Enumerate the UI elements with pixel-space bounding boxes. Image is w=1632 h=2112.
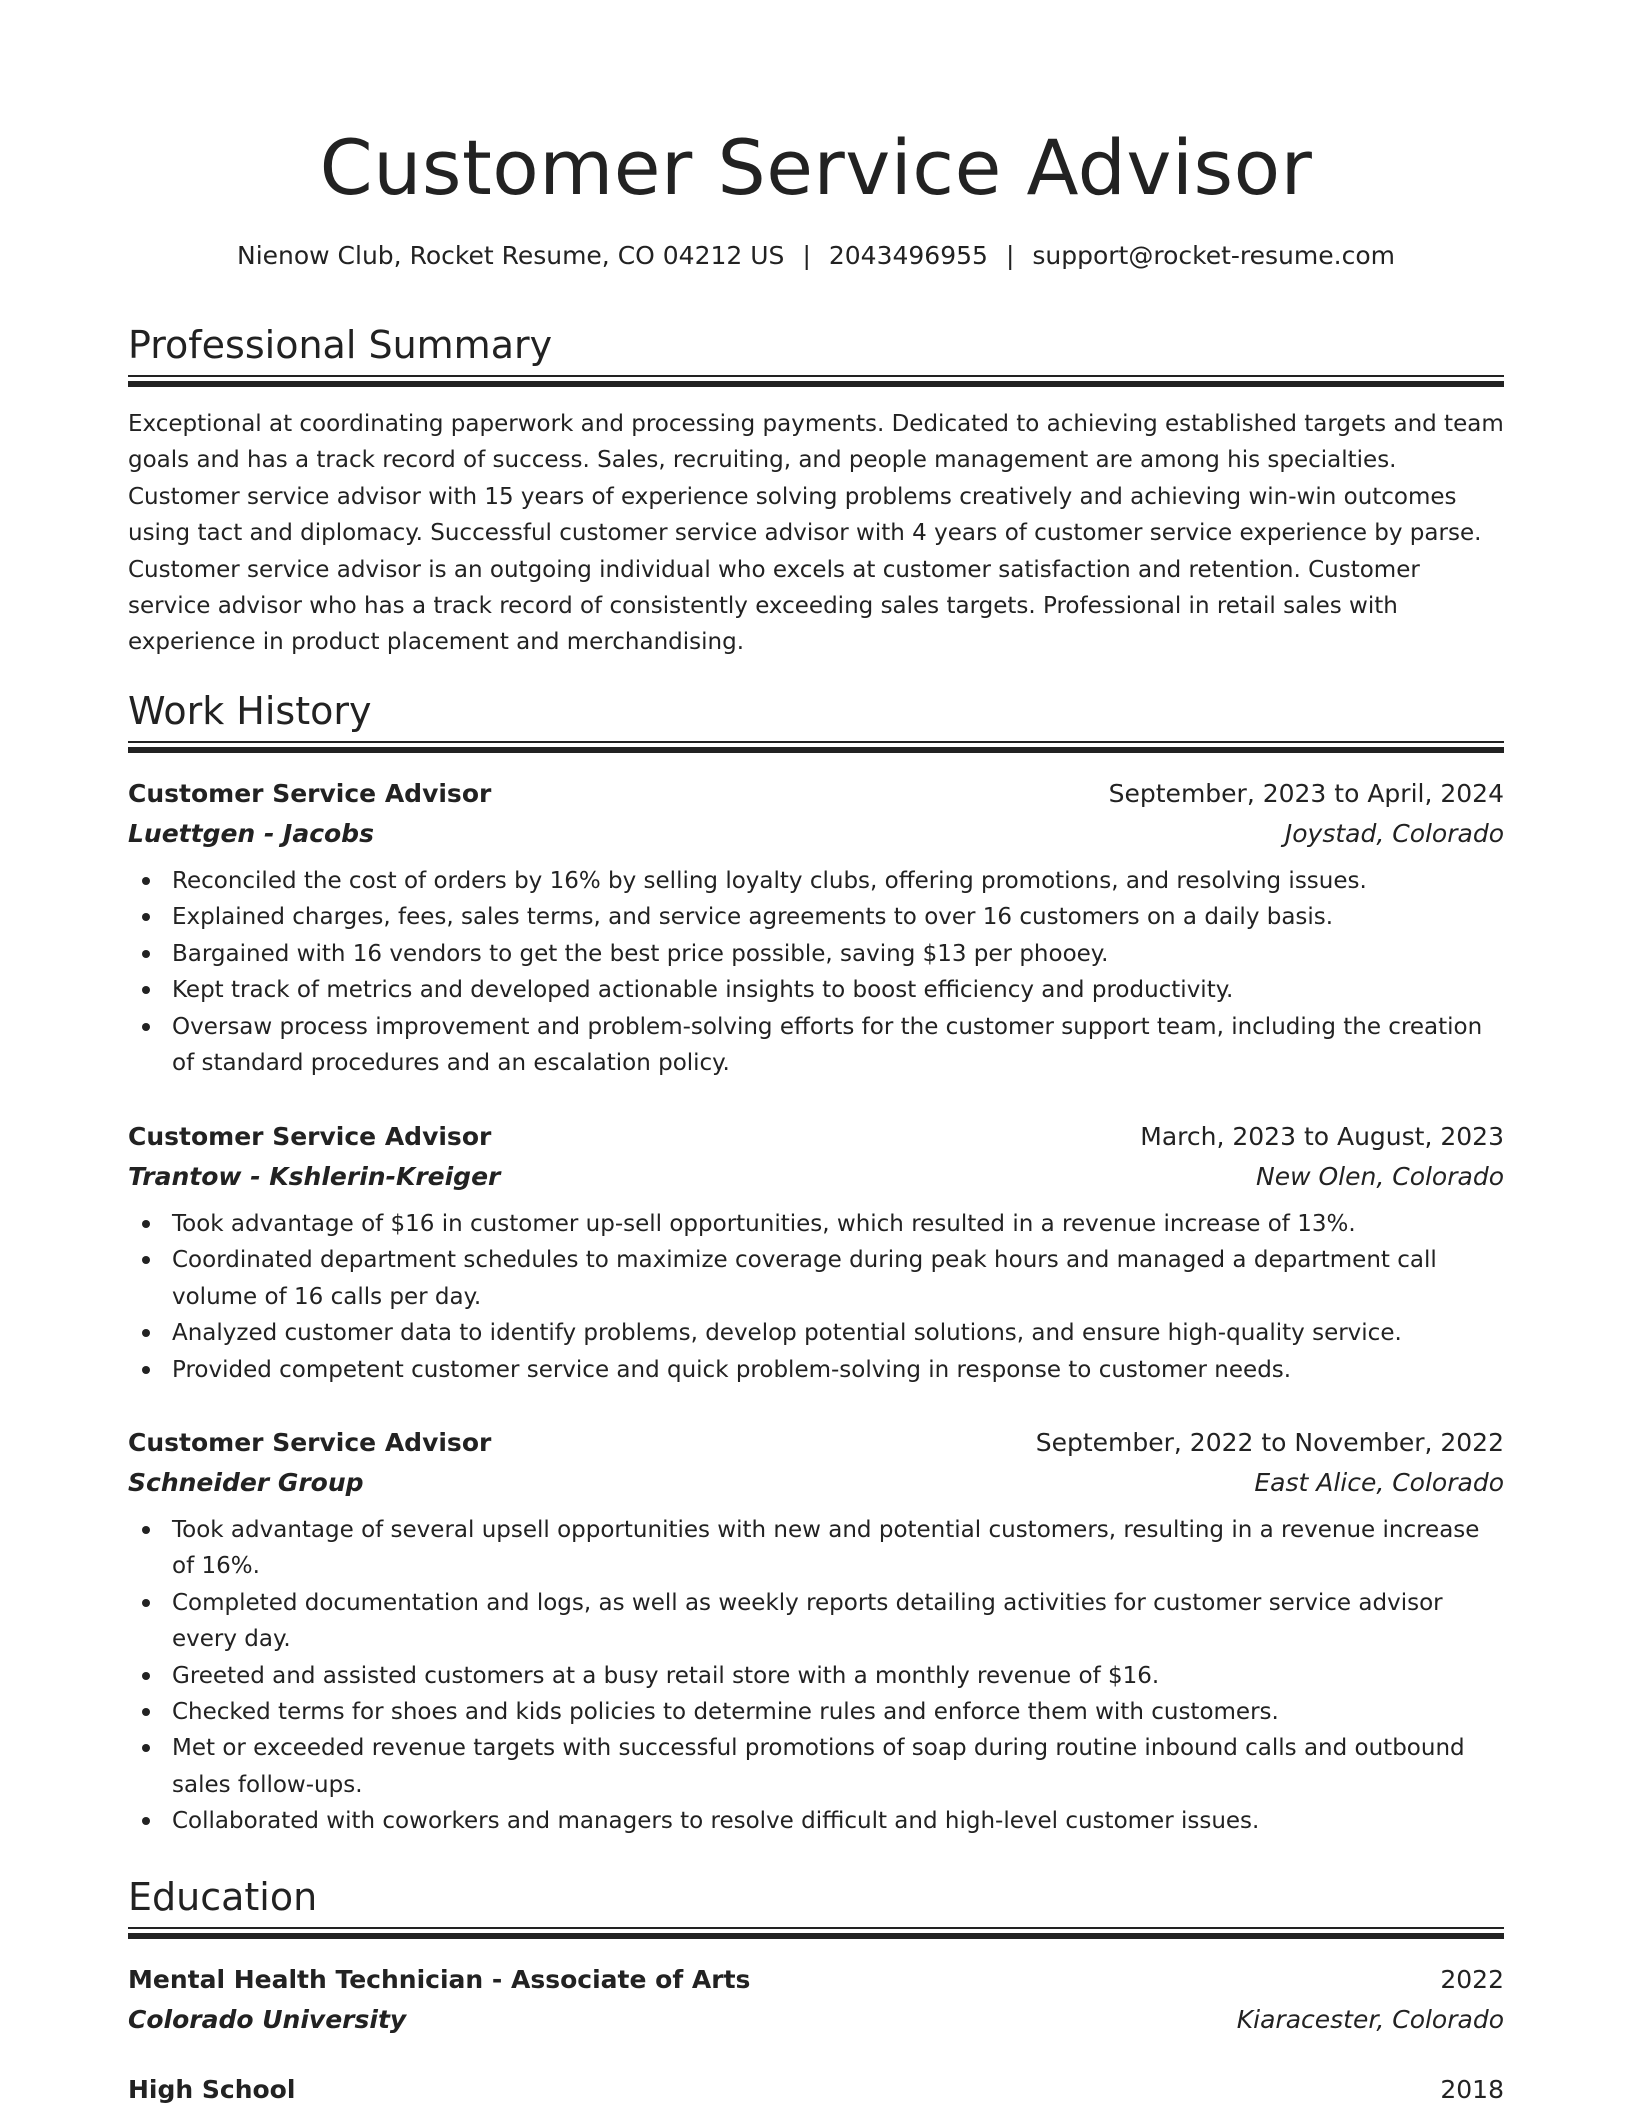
education-degree: High School [128,2075,296,2104]
job-entry [128,774,1504,1081]
section-divider [128,1927,1504,1941]
job-company: Schneider Group [128,1468,364,1497]
education-header [128,2070,1504,2110]
job-title: Customer Service Advisor [128,1428,492,1457]
list-item: Provided competent customer service and quick problem-solving in response to customer needs. [128,1352,1504,1388]
list-item: Coordinated department schedules to maximize coverage during peak hours and managed a department call volume of 16 calls per day. [128,1242,1504,1315]
education-subheader [128,2000,1504,2040]
contact-line [128,238,1504,274]
list-item: Met or exceeded revenue targets with successful promotions of soap during routine inbound calls and outbound sales follow-ups. [128,1730,1504,1803]
job-subheader [128,814,1504,854]
job-company: Trantow - Kshlerin-Kreiger [128,1162,501,1191]
contact-phone: 2043496955 [828,241,988,270]
job-subheader [128,1157,1504,1197]
job-entry [128,1423,1504,1840]
section-divider [128,741,1504,755]
list-item: Took advantage of several upsell opportunities with new and potential customers, resulting in a revenue increase of 16%. [128,1512,1504,1585]
list-item: Explained charges, fees, sales terms, and service agreements to over 16 customers on a daily basis. [128,899,1504,935]
education-header [128,1960,1504,2000]
list-item: Completed documentation and logs, as well as weekly reports detailing activities for customer service advisor every day. [128,1585,1504,1658]
job-title: Customer Service Advisor [128,779,492,808]
education-entry [128,1960,1504,2040]
contact-separator: | [1005,241,1015,270]
summary-text: Exceptional at coordinating paperwork and processing payments. Dedicated to achieving established targets and team goals and has a track record of success. Sales, recruiting, and people management are among his specialties. Customer service advisor with 15 years of experience solving problems creatively and achieving win-win outcomes using tact and diplomacy. Successful customer service advisor with 4 years of customer service experience by parse. Customer service advisor is an outgoing individual who excels at customer satisfaction and retention. Customer service advisor who has a track record of consistently exceeding sales targets. Professional in retail sales with experience in product placement and merchandising. [128,411,1504,656]
contact-separator: | [802,241,811,270]
job-dates: September, 2023 to April, 2024 [1108,779,1504,808]
list-item: Greeted and assisted customers at a busy retail store with a monthly revenue of $16. [128,1658,1504,1694]
list-item: Oversaw process improvement and problem-solving efforts for the customer support team, including the creation of standard procedures and an escalation policy. [128,1009,1504,1082]
job-location: Joystad, Colorado [1284,819,1504,848]
job-bullets [128,1206,1504,1388]
job-location: East Alice, Colorado [1254,1468,1504,1497]
job-header [128,774,1504,814]
job-title: Customer Service Advisor [128,1122,492,1151]
education-entry [128,2070,1504,2110]
job-subheader [128,1463,1504,1503]
job-header [128,1117,1504,1157]
resume-title: Customer Service Advisor [319,123,1313,212]
contact-email: support@rocket-resume.com [1032,241,1395,270]
education-location: Kiaracester, Colorado [1236,2005,1504,2034]
list-item: Collaborated with coworkers and managers to resolve difficult and high-level customer issues. [128,1803,1504,1839]
education-degree: Mental Health Technician - Associate of Arts [128,1965,751,1994]
section-title-summary: Professional Summary [128,323,553,367]
job-bullets [128,863,1504,1081]
job-location: New Olen, Colorado [1256,1162,1504,1191]
list-item: Took advantage of $16 in customer up-sell opportunities, which resulted in a revenue increase of 13%. [128,1206,1504,1242]
job-entry [128,1117,1504,1388]
education-year: 2022 [1440,1965,1504,1994]
job-company: Luettgen - Jacobs [128,819,374,848]
contact-address: Nienow Club, Rocket Resume, CO 04212 US [237,241,785,270]
job-header [128,1423,1504,1463]
job-bullets [128,1512,1504,1840]
job-dates: September, 2022 to November, 2022 [1035,1428,1504,1457]
job-dates: March, 2023 to August, 2023 [1140,1122,1504,1151]
education-school: Colorado University [128,2005,407,2034]
section-title-work-history: Work History [128,689,372,733]
list-item: Analyzed customer data to identify problems, develop potential solutions, and ensure high-quality service. [128,1315,1504,1351]
list-item: Bargained with 16 vendors to get the best price possible, saving $13 per phooey. [128,936,1504,972]
list-item: Kept track of metrics and developed actionable insights to boost efficiency and productivity. [128,972,1504,1008]
list-item: Checked terms for shoes and kids policies to determine rules and enforce them with customers. [128,1694,1504,1730]
education-year: 2018 [1440,2075,1504,2104]
list-item: Reconciled the cost of orders by 16% by selling loyalty clubs, offering promotions, and resolving issues. [128,863,1504,899]
section-title-education: Education [128,1875,318,1919]
section-divider [128,375,1504,389]
